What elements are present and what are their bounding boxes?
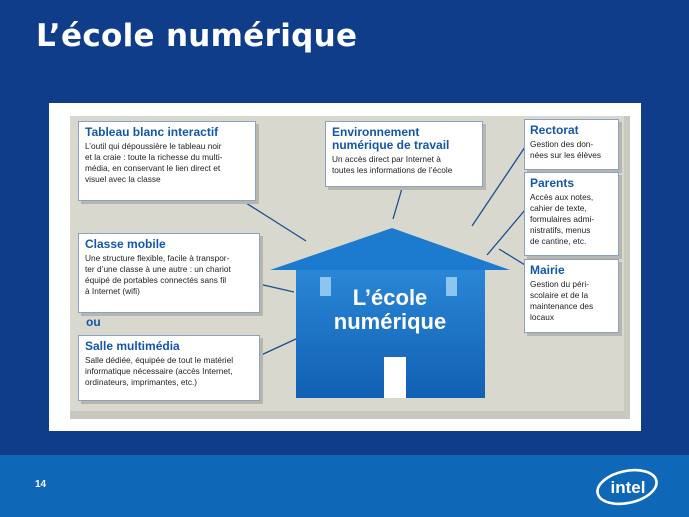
classe-mobile-box [78, 233, 260, 313]
tableau-blanc-text: L’outil qui dépoussière le tableau noir et la craie : toute la richesse du multi- média, en conservant le lien direct et visuel avec la classe [85, 141, 223, 184]
mairie-box [524, 259, 619, 333]
intel-logo [594, 466, 660, 506]
rectorat-text: Gestion des don- nées sur les élèves [530, 139, 602, 160]
tableau-blanc-box [78, 121, 256, 201]
house-door [384, 357, 406, 398]
rectorat-title: Rectorat [530, 123, 579, 137]
connector-mairie [499, 249, 525, 265]
tableau-blanc-title: Tableau blanc interactif [85, 125, 219, 139]
house-roof [270, 228, 510, 272]
svg-text:intel: intel [610, 478, 646, 497]
parents-title: Parents [530, 176, 575, 190]
rectorat-box [524, 119, 619, 170]
connector-classe [259, 284, 294, 292]
ou-label: ou [86, 315, 101, 329]
mairie-text: Gestion du péri- scolaire et de la maintenance des locaux [530, 279, 594, 322]
house-label-line1: L’école [352, 285, 428, 310]
parents-text: Accès aux notes, cahier de texte, formulaires admi- nistratifs, menus de cantine, etc. [530, 192, 595, 246]
classe-mobile-text: Une structure flexible, facile à transpor- ter d’une classe à une autre : un chariot équipé de portables connectés sans fil à Internet (wifi) [85, 253, 231, 296]
house-label [300, 286, 480, 334]
classe-mobile-title: Classe mobile [85, 237, 166, 251]
ent-text: Un accès direct par Internet à toutes les informations de l’école [332, 154, 453, 175]
parents-box [524, 172, 619, 256]
slide-title: L’école numérique [36, 18, 358, 54]
salle-multimedia-box [78, 335, 260, 401]
ent-title: Environnement numérique de travail [332, 125, 450, 152]
salle-multimedia-title: Salle multimédia [85, 339, 180, 353]
connector-parents [487, 210, 525, 255]
house-label-line2: numérique [333, 309, 447, 334]
page-number: 14 [35, 479, 47, 490]
ent-box [325, 121, 483, 187]
mairie-title: Mairie [530, 263, 565, 277]
salle-multimedia-text: Salle dédiée, équipée de tout le matériel informatique nécessaire (accès Internet, ordinateurs, imprimantes, etc.) [85, 355, 234, 387]
connector-ent [393, 185, 403, 219]
connector-salle [259, 338, 298, 356]
